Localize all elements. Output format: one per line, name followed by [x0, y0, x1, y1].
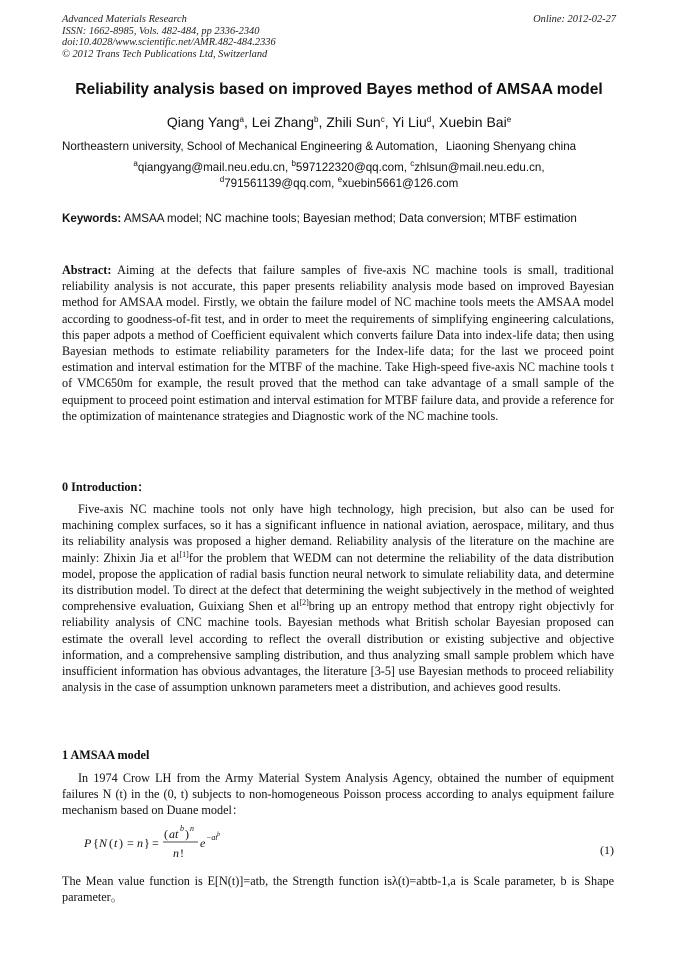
abstract-label: Abstract:	[62, 263, 112, 277]
email-list	[40, 160, 638, 192]
svg-text:e: e	[200, 836, 206, 850]
doi-line: doi:10.4028/www.scientific.net/AMR.482-484.2336	[62, 37, 276, 49]
author-mark: a	[239, 115, 244, 124]
svg-text:!: !	[180, 846, 184, 860]
paper-title: Reliability analysis based on improved Bayes method of AMSAA model	[75, 81, 603, 98]
author-list: Qiang Yang$^a$, Lei Zhang$^b$, Zhili Sun$^c$, Yi Liu$^d$, Xuebin Bai$^e$	[166, 114, 512, 130]
intro-text-1: Five-axis NC machine tools not only have high technology, high precision, but also can be used for machining complex surfaces, so it has a significant influence in national aviation, aerospace, military, and thus its reliability analysis was proposed a higher demand. Reliability analysis of the literature on the machine are mainly: Zhixin Jia et al	[62, 502, 614, 565]
email-mark: e	[337, 175, 343, 184]
svg-text:n: n	[173, 846, 179, 860]
svg-text:(: (	[164, 827, 168, 841]
journal-header	[62, 14, 616, 60]
intro-text-3: bring up an entropy method that entropy right objectivly for reliability analysis of CNC machine tools. Bayesian methods what British scholar Bayesian proposed can estimate the overall level according to reflect the overall distribution or existing subjective and objective information, and a comprehensive sampling distribution, and thus analyzing small sample problem which have insufficient information has obvious advantages, the literature [3-5] use Bayesian methods to proceed reliability analysis in the case of assumption unknown parameters meet a distribution, and achieves good results.	[62, 599, 614, 695]
keywords-label: Keywords:	[62, 212, 122, 225]
email-address: zhlsun@mail.neu.edu.cn,	[414, 161, 545, 174]
equation-1	[84, 818, 614, 868]
intro-heading: 0 Introduction：	[62, 480, 150, 494]
email-address: qiangyang@mail.neu.edu.cn,	[137, 161, 289, 174]
abstract-block	[62, 262, 614, 424]
copyright-line: © 2012 Trans Tech Publications Ltd, Switzerland	[62, 48, 268, 60]
keywords-text: AMSAA model; NC machine tools; Bayesian method; Data conversion; MTBF estimation	[123, 212, 577, 225]
svg-text:=: =	[152, 836, 159, 850]
email-address: 791561139@qq.com,	[224, 177, 335, 190]
email-address: 597122320@qq.com,	[295, 161, 407, 174]
keywords-block	[62, 211, 614, 226]
author-name: Xuebin Bai	[438, 114, 507, 130]
author-name: Yi Liu	[392, 114, 427, 130]
svg-text:): )	[185, 827, 189, 841]
amsaa-heading: 1 AMSAA model	[62, 748, 150, 762]
svg-text:b: b	[217, 832, 220, 838]
affiliation: Northeastern university, School of Mechanical Engineering & Automation，Liaoning Shenyang china	[62, 140, 577, 153]
equation-number: (1)	[600, 843, 614, 857]
author-name: Lei Zhang	[251, 114, 314, 130]
citation-2: [2]	[299, 598, 309, 608]
svg-text:}: }	[144, 836, 150, 850]
svg-text:b: b	[180, 824, 184, 833]
svg-text:(: (	[109, 836, 113, 850]
mean-value-paragraph: The Mean value function is E[N(t)]=atb, the Strength function isλ(t)=abtb-1,a is Scale parameter, b is Shape parameter。	[62, 874, 614, 905]
author-mark: e	[506, 115, 512, 124]
author-name: Qiang Yang	[166, 114, 240, 130]
author-mark: d	[426, 115, 432, 124]
intro-text-2: for the problem that WEDM can not determine the reliability of the data distribution model, propose the application of radial basis function neural network to simulate reliability data, and determine its distribution model. To direct at the defect that determining the weight subjectively in the method of weighted comprehensive evaluation, Guixiang Shen et al	[62, 550, 614, 614]
svg-text:): )	[119, 836, 123, 850]
author-mark: c	[380, 115, 385, 124]
svg-text:n: n	[137, 836, 143, 850]
svg-text:−at: −at	[206, 833, 218, 842]
svg-text:{: {	[93, 836, 99, 850]
email-address: xuebin5661@126.com	[342, 177, 459, 190]
online-date: Online: 2012-02-27	[533, 14, 616, 25]
email-mark: b	[291, 159, 296, 168]
journal-name: Advanced Materials Research	[62, 14, 187, 25]
svg-text:n: n	[190, 824, 194, 833]
svg-text:at: at	[169, 827, 179, 841]
intro-paragraph	[62, 501, 614, 695]
citation-1: [1]	[179, 549, 189, 559]
abstract-text: Aiming at the defects that failure samples of five-axis NC machine tools is small, traditional reliability analysis is not accurate, this paper presents reliability analysis mode based on improved Bayesian method for AMSAA model. Firstly, we obtain the failure model of NC machine tools meets the AMSAA model according to goodness-of-fit test, and in order to meet the requirements of simplifying engineering calculations, this paper adpots a method of Coefficient equivalent which converts failure Data into index-life data; then using Bayesian methods to estimate reliability parameters for the Index-life data; for the last we proceed point estimation and interval estimation for the MTBF of the machine. Take High-speed five-axis NC machine tools t of VMC650m for example, the result proved that the method can take advantage of a small sample of the equipment to proceed point estimation and interval estimation for MTBF failure data, and provide a reference for the optimization of maintenance strategies and Diagnostic work of the NC machine tools.	[62, 263, 614, 423]
svg-text:P: P	[84, 836, 92, 850]
issn-line: ISSN: 1662-8985, Vols. 482-484, pp 2336-2340	[62, 25, 260, 37]
equation-graphic	[84, 818, 284, 868]
author-name: Zhili Sun	[326, 114, 381, 130]
email-mark: d	[219, 175, 225, 184]
svg-text:t: t	[114, 836, 118, 850]
svg-text:=: =	[127, 836, 134, 850]
email-mark: a	[133, 159, 138, 168]
email-mark: c	[410, 159, 415, 168]
amsaa-paragraph: In 1974 Crow LH from the Army Material System Analysis Agency, obtained the number of equipment failures N (t) in the (0, t) subjects to non-homogeneous Poisson process according to analys equipment failure mechanism based on Duane model：	[62, 771, 614, 818]
svg-text:N: N	[99, 836, 108, 850]
author-mark: b	[314, 115, 319, 124]
